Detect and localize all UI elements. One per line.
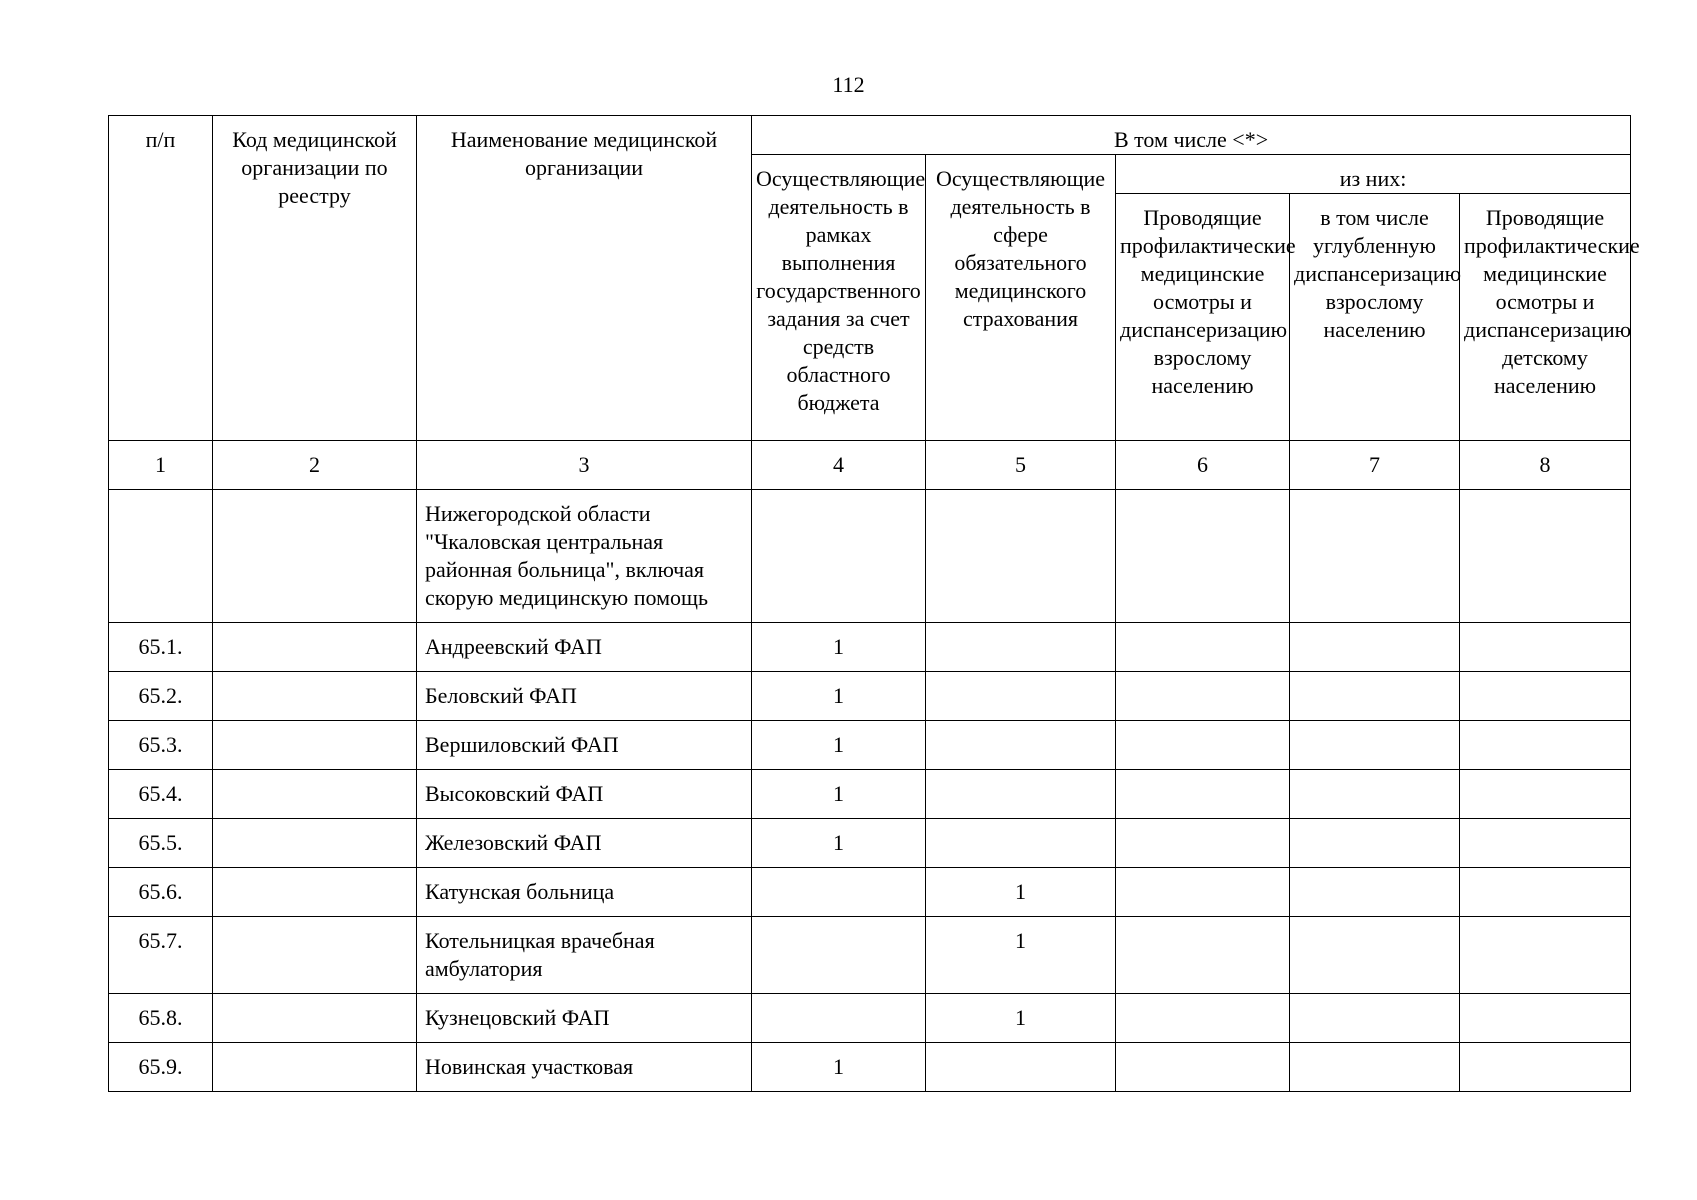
registry-table (108, 115, 1640, 1092)
row-num: 65.9. (109, 1043, 213, 1092)
page-number: 112 (832, 72, 865, 97)
column-number: 1 (109, 441, 213, 490)
row-num: 65.3. (109, 721, 213, 770)
column-number: 4 (752, 441, 926, 490)
row-c5 (926, 672, 1116, 721)
row-c4 (752, 490, 926, 623)
row-num: 65.6. (109, 868, 213, 917)
column-number: 6 (1116, 441, 1290, 490)
row-c5 (926, 721, 1116, 770)
row-c6 (1116, 623, 1290, 672)
row-c5 (926, 490, 1116, 623)
row-c7 (1290, 490, 1460, 623)
row-code (213, 994, 417, 1043)
column-number: 7 (1290, 441, 1460, 490)
row-code (213, 623, 417, 672)
row-name: Кузнецовский ФАП (417, 994, 752, 1043)
row-c7 (1290, 819, 1460, 868)
table-row (109, 994, 1631, 1043)
column-number: 3 (417, 441, 752, 490)
table-row (109, 490, 1631, 623)
header-row-1 (109, 116, 1631, 155)
row-c5 (926, 623, 1116, 672)
row-c6 (1116, 490, 1290, 623)
row-c8 (1460, 917, 1631, 994)
row-name: Катунская больница (417, 868, 752, 917)
row-c8 (1460, 994, 1631, 1043)
column-number: 2 (213, 441, 417, 490)
header-col-5: Осуществляющие деятельность в сфере обязательного медицинского страхования (926, 155, 1116, 441)
row-num: 65.5. (109, 819, 213, 868)
row-c6 (1116, 819, 1290, 868)
table-row (109, 672, 1631, 721)
row-c5 (926, 819, 1116, 868)
table-row (109, 868, 1631, 917)
row-name: Котельницкая врачебная амбулатория (417, 917, 752, 994)
row-code (213, 770, 417, 819)
row-c7 (1290, 868, 1460, 917)
row-c4: 1 (752, 819, 926, 868)
row-c4 (752, 994, 926, 1043)
row-code (213, 819, 417, 868)
row-name: Нижегородской области "Чкаловская центральная районная больница", включая скорую медицинскую помощь (417, 490, 752, 623)
row-c8 (1460, 490, 1631, 623)
row-name: Высоковский ФАП (417, 770, 752, 819)
table-row (109, 819, 1631, 868)
row-name: Андреевский ФАП (417, 623, 752, 672)
row-c7 (1290, 1043, 1460, 1092)
row-c5: 1 (926, 868, 1116, 917)
row-c4: 1 (752, 721, 926, 770)
row-c7 (1290, 721, 1460, 770)
row-c6 (1116, 770, 1290, 819)
row-name: Беловский ФАП (417, 672, 752, 721)
row-c5 (926, 770, 1116, 819)
row-code (213, 490, 417, 623)
row-name: Новинская участковая (417, 1043, 752, 1092)
table-row (109, 770, 1631, 819)
header-subgroup-label: из них: (1116, 155, 1631, 194)
row-c8 (1460, 819, 1631, 868)
row-num: 65.8. (109, 994, 213, 1043)
row-num (109, 490, 213, 623)
row-num: 65.2. (109, 672, 213, 721)
row-code (213, 721, 417, 770)
row-c6 (1116, 917, 1290, 994)
row-c6 (1116, 868, 1290, 917)
row-c8 (1460, 623, 1631, 672)
header-col-6: Проводящие профилактические медицинские осмотры и диспансеризацию взрослому населению (1116, 194, 1290, 441)
column-number: 8 (1460, 441, 1631, 490)
row-c4: 1 (752, 1043, 926, 1092)
row-c4: 1 (752, 672, 926, 721)
row-c6 (1116, 994, 1290, 1043)
row-c7 (1290, 623, 1460, 672)
row-c4 (752, 868, 926, 917)
row-num: 65.7. (109, 917, 213, 994)
row-num: 65.4. (109, 770, 213, 819)
row-code (213, 672, 417, 721)
header-col-name: Наименование медицинской организации (417, 116, 752, 441)
row-code (213, 868, 417, 917)
row-c7 (1290, 770, 1460, 819)
row-c8 (1460, 721, 1631, 770)
row-c7 (1290, 917, 1460, 994)
row-name: Железовский ФАП (417, 819, 752, 868)
row-c7 (1290, 672, 1460, 721)
row-c4: 1 (752, 770, 926, 819)
row-c4: 1 (752, 623, 926, 672)
row-c8 (1460, 1043, 1631, 1092)
row-c5: 1 (926, 917, 1116, 994)
row-c6 (1116, 672, 1290, 721)
row-c8 (1460, 672, 1631, 721)
table-row (109, 917, 1631, 994)
row-num: 65.1. (109, 623, 213, 672)
row-c4 (752, 917, 926, 994)
row-c6 (1116, 721, 1290, 770)
header-col-4: Осуществляющие деятельность в рамках выполнения государственного задания за счет средств областного бюджета (752, 155, 926, 441)
row-c6 (1116, 1043, 1290, 1092)
table-row (109, 1043, 1631, 1092)
header-group-label: В том числе <*> (752, 116, 1631, 155)
row-name: Вершиловский ФАП (417, 721, 752, 770)
row-c8 (1460, 770, 1631, 819)
row-c7 (1290, 994, 1460, 1043)
column-number: 5 (926, 441, 1116, 490)
table-row (109, 721, 1631, 770)
row-c5: 1 (926, 994, 1116, 1043)
table-row (109, 623, 1631, 672)
header-col-7: в том числе углубленную диспансеризацию взрослому населению (1290, 194, 1460, 441)
header-col-num: п/п (109, 116, 213, 441)
row-code (213, 917, 417, 994)
row-c8 (1460, 868, 1631, 917)
column-number-row (109, 441, 1631, 490)
header-col-code: Код медицинской организации по реестру (213, 116, 417, 441)
row-c5 (926, 1043, 1116, 1092)
row-code (213, 1043, 417, 1092)
header-col-8: Проводящие профилактические медицинские осмотры и диспансеризацию детскому населению (1460, 194, 1631, 441)
